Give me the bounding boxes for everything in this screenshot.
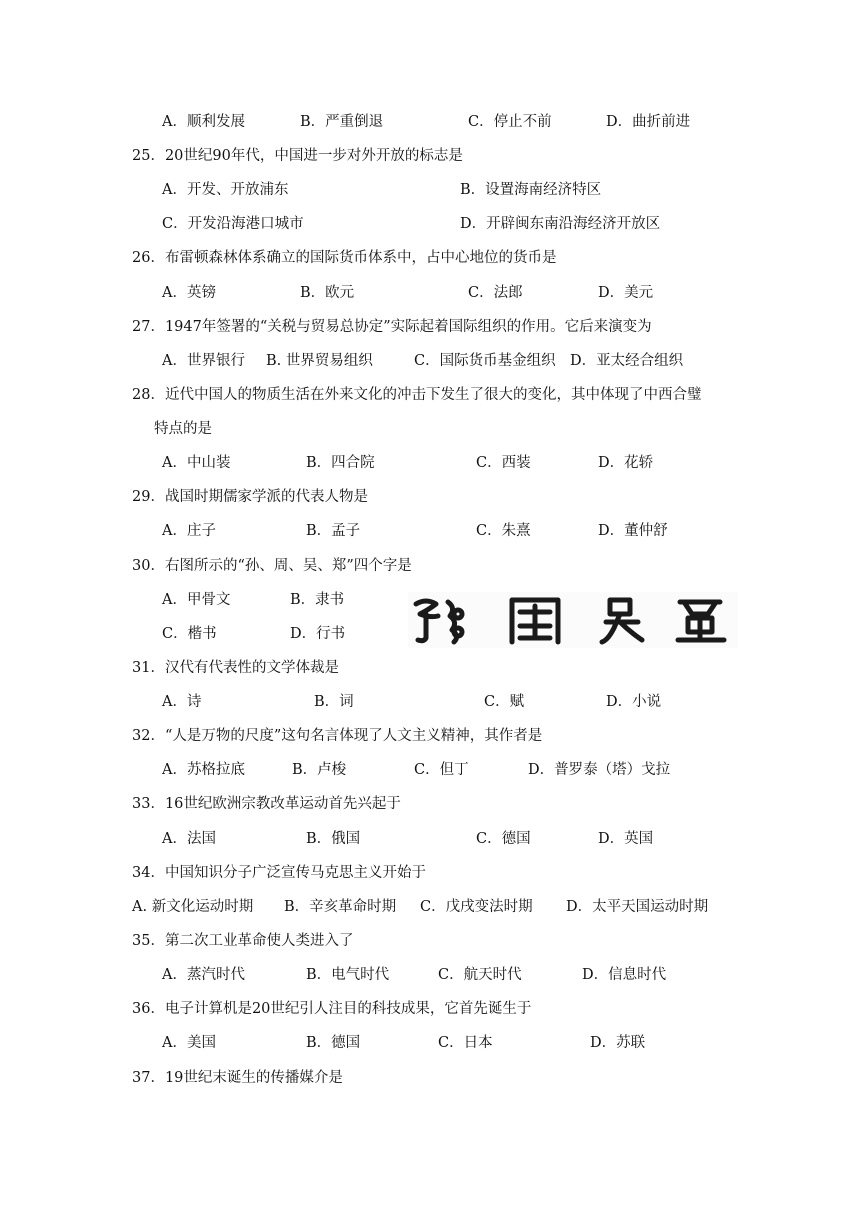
- q28-stem: 28．近代中国人的物质生活在外来文化的冲击下发生了很大的变化，其中体现了中西合璧: [132, 387, 702, 403]
- q34-option-b: B．辛亥革命时期: [284, 899, 397, 915]
- q30-option-c: C．楷书: [162, 626, 217, 642]
- q32-option-b: B．卢梭: [292, 762, 347, 778]
- q28-option-a: A．中山装: [162, 455, 231, 471]
- q26-option-b: B．欧元: [300, 285, 355, 301]
- q25-option-d: D．开辟闽东南沿海经济开放区: [460, 216, 661, 232]
- q37-stem: 37．19世纪末诞生的传播媒介是: [132, 1070, 343, 1086]
- q25-option-c: C．开发沿海港口城市: [162, 216, 304, 232]
- q24-option-b: B．严重倒退: [300, 114, 384, 130]
- q29-stem: 29．战国时期儒家学派的代表人物是: [132, 489, 368, 505]
- glyph-zhou: [512, 600, 558, 642]
- q35-option-c: C．航天时代: [438, 967, 522, 983]
- q33-option-a: A．法国: [162, 831, 216, 847]
- q35-option-d: D．信息时代: [582, 967, 667, 983]
- q31-option-c: C．赋: [484, 694, 525, 710]
- q36-option-c: C．日本: [438, 1035, 493, 1051]
- q26-option-d: D．美元: [598, 285, 654, 301]
- glyph-wu: [602, 600, 642, 642]
- q33-stem: 33．16世纪欧洲宗教改革运动首先兴起于: [132, 796, 401, 812]
- q33-option-c: C．德国: [476, 831, 531, 847]
- q32-option-d: D．普罗泰（塔）戈拉: [528, 762, 671, 778]
- q33-option-d: D．英国: [598, 831, 654, 847]
- glyph-zheng: [678, 602, 724, 640]
- q30-stem: 30．右图所示的“孙、周、吴、郑”四个字是: [132, 558, 412, 574]
- q36-stem: 36．电子计算机是20世纪引人注目的科技成果，它首先诞生于: [132, 1001, 532, 1017]
- q35-stem: 35．第二次工业革命使人类进入了: [132, 933, 354, 949]
- q29-option-c: C．朱熹: [476, 523, 531, 539]
- q27-option-c: C．国际货币基金组织: [414, 353, 556, 369]
- q24-option-c: C．停止不前: [468, 114, 552, 130]
- q31-option-d: D．小说: [606, 694, 662, 710]
- q26-stem: 26．布雷顿森林体系确立的国际货币体系中，占中心地位的货币是: [132, 250, 557, 266]
- q26-option-c: C．法郎: [468, 285, 523, 301]
- q27-option-d: D．亚太经合组织: [570, 353, 684, 369]
- q29-option-b: B．孟子: [306, 523, 361, 539]
- q35-option-a: A．蒸汽时代: [162, 967, 245, 983]
- q32-stem: 32．“人是万物的尺度”这句名言体现了人文主义精神，其作者是: [132, 728, 543, 744]
- q30-option-d: D．行书: [290, 626, 346, 642]
- q28-option-c: C．西装: [476, 455, 531, 471]
- q30-option-a: A．甲骨文: [162, 592, 231, 608]
- q31-option-b: B．词: [314, 694, 354, 710]
- q34-option-c: C．戊戌变法时期: [420, 899, 533, 915]
- q36-option-d: D．苏联: [590, 1035, 646, 1051]
- q34-option-a: A. 新文化运动时期: [132, 899, 254, 915]
- q36-option-a: A．美国: [162, 1035, 216, 1051]
- q27-stem: 27．1947年签署的“关税与贸易总协定”实际起着国际组织的作用。它后来演变为: [132, 319, 652, 335]
- q32-option-c: C．但丁: [414, 762, 469, 778]
- q32-option-a: A．苏格拉底: [162, 762, 245, 778]
- q24-option-d: D．曲折前进: [606, 114, 691, 130]
- q27-option-b: B. 世界贸易组织: [266, 353, 373, 369]
- q31-option-a: A．诗: [162, 694, 202, 710]
- ancient-script-figure: [408, 592, 738, 648]
- q29-option-d: D．董仲舒: [598, 523, 668, 539]
- q33-option-b: B．俄国: [306, 831, 361, 847]
- q26-option-a: A．英镑: [162, 285, 216, 301]
- q24-option-a: A．顺利发展: [162, 114, 245, 130]
- q29-option-a: A．庄子: [162, 523, 216, 539]
- q36-option-b: B．德国: [306, 1035, 361, 1051]
- q35-option-b: B．电气时代: [306, 967, 390, 983]
- glyph-sun: [416, 601, 462, 642]
- q34-stem: 34．中国知识分子广泛宣传马克思主义开始于: [132, 865, 426, 881]
- q25-option-a: A．开发、开放浦东: [162, 182, 289, 198]
- q25-stem: 25．20世纪90年代，中国进一步对外开放的标志是: [132, 148, 463, 164]
- q27-option-a: A．世界银行: [162, 353, 245, 369]
- q31-stem: 31．汉代有代表性的文学体裁是: [132, 660, 339, 676]
- q28-option-d: D．花轿: [598, 455, 654, 471]
- q30-option-b: B．隶书: [290, 592, 345, 608]
- q28-stem-continued: 特点的是: [154, 421, 212, 437]
- q25-option-b: B．设置海南经济特区: [460, 182, 602, 198]
- q34-option-d: D．太平天国运动时期: [566, 899, 709, 915]
- q28-option-b: B．四合院: [306, 455, 375, 471]
